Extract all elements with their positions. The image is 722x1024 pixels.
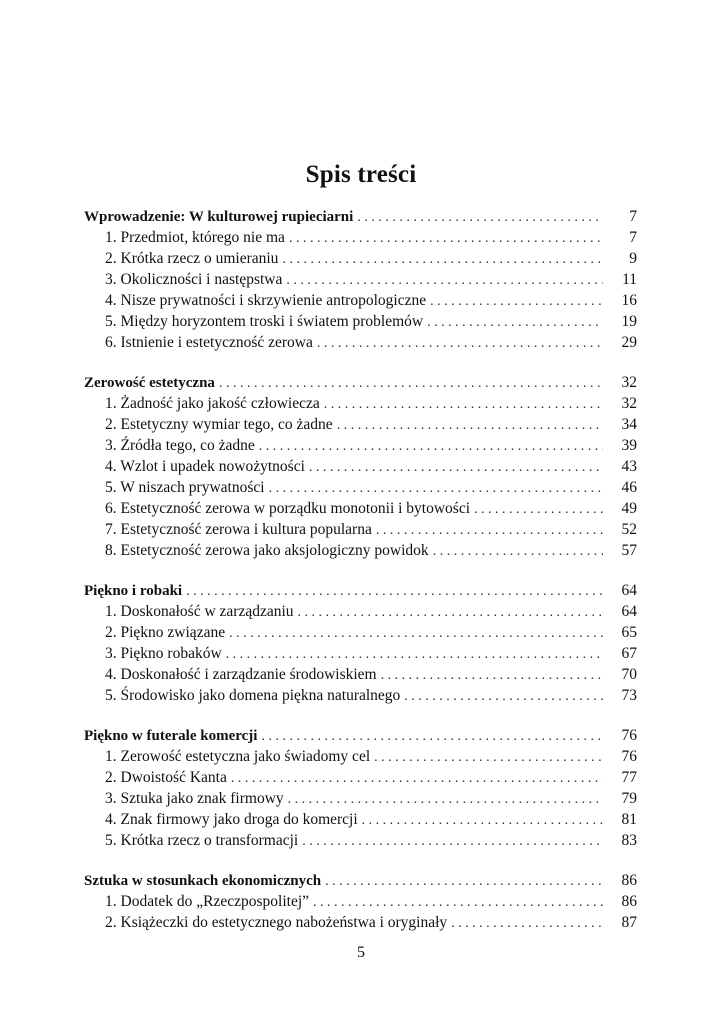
toc-entry-label: 1. Przedmiot, którego nie ma xyxy=(105,229,285,246)
toc-entry-page: 49 xyxy=(621,500,637,517)
dot-leader xyxy=(451,913,603,934)
dot-leader xyxy=(313,892,603,913)
toc-entry xyxy=(84,891,637,912)
toc-section xyxy=(84,372,637,561)
toc-entry xyxy=(84,519,637,540)
toc-entry-page: 64 xyxy=(621,603,637,620)
chapter-heading xyxy=(84,206,637,227)
toc-entry xyxy=(84,622,637,643)
toc-entry xyxy=(84,912,637,933)
toc-entry-page: 7 xyxy=(629,229,637,246)
toc-entry-page: 34 xyxy=(621,416,637,433)
toc-entry xyxy=(84,788,637,809)
dot-leader xyxy=(298,602,603,623)
dot-leader xyxy=(286,270,603,291)
dot-leader xyxy=(226,644,603,665)
toc-entry xyxy=(84,498,637,519)
toc-entry-label: 1. Dodatek do „Rzeczpospolitej” xyxy=(105,893,310,910)
toc-entry-page: 86 xyxy=(621,893,637,910)
dot-leader xyxy=(186,581,603,602)
toc-entry-label: 5. Między horyzontem troski i światem problemów xyxy=(105,313,424,330)
dot-leader xyxy=(325,871,603,892)
toc-entry-label: 2. Książeczki do estetycznego nabożeństwa i oryginały xyxy=(105,914,448,931)
page-title: Spis treści xyxy=(305,160,417,188)
chapter-heading-label: Sztuka w stosunkach ekonomicznych xyxy=(84,873,322,889)
table-of-contents xyxy=(84,206,637,952)
page-number: 5 xyxy=(357,944,365,961)
toc-entry-page: 87 xyxy=(621,914,637,931)
dot-leader xyxy=(427,312,603,333)
chapter-heading-label: Piękno w futerale komercji xyxy=(84,728,258,744)
toc-entry xyxy=(84,601,637,622)
toc-entry xyxy=(84,746,637,767)
dot-leader xyxy=(259,436,603,457)
toc-entry-page: 19 xyxy=(621,313,637,330)
dot-leader xyxy=(376,520,603,541)
toc-entry-page: 52 xyxy=(621,521,637,538)
chapter-heading-page: 32 xyxy=(621,374,637,391)
chapter-heading-label: Piękno i robaki xyxy=(84,583,183,599)
dot-leader xyxy=(261,726,603,747)
dot-leader xyxy=(433,541,603,562)
toc-entry-page: 43 xyxy=(621,458,637,475)
toc-entry xyxy=(84,311,637,332)
toc-entry-page: 70 xyxy=(621,666,637,683)
toc-entry xyxy=(84,227,637,248)
toc-entry xyxy=(84,685,637,706)
toc-entry-label: 5. Środowisko jako domena piękna naturalnego xyxy=(105,687,401,704)
toc-entry-label: 8. Estetyczność zerowa jako aksjologiczny powidok xyxy=(105,542,429,559)
toc-entry-page: 11 xyxy=(622,271,637,288)
toc-section xyxy=(84,206,637,353)
toc-entry-label: 5. W niszach prywatności xyxy=(105,479,265,496)
chapter-heading-page: 76 xyxy=(621,727,637,744)
toc-entry-label: 2. Dwoistość Kanta xyxy=(105,769,227,786)
chapter-heading xyxy=(84,372,637,393)
dot-leader xyxy=(474,499,603,520)
chapter-heading xyxy=(84,870,637,891)
chapter-heading-page: 86 xyxy=(621,872,637,889)
toc-entry-page: 73 xyxy=(621,687,637,704)
dot-leader xyxy=(229,623,603,644)
toc-entry-label: 2. Piękno związane xyxy=(105,624,226,641)
toc-entry xyxy=(84,767,637,788)
dot-leader xyxy=(357,207,603,228)
dot-leader xyxy=(317,333,603,354)
toc-entry xyxy=(84,332,637,353)
toc-entry-label: 4. Wzlot i upadek nowożytności xyxy=(105,458,305,475)
toc-entry-page: 77 xyxy=(621,769,637,786)
toc-entry-page: 79 xyxy=(621,790,637,807)
dot-leader xyxy=(381,665,603,686)
dot-leader xyxy=(362,810,603,831)
dot-leader xyxy=(289,228,603,249)
toc-entry xyxy=(84,393,637,414)
toc-entry-page: 65 xyxy=(621,624,637,641)
dot-leader xyxy=(282,249,603,270)
toc-entry-label: 1. Doskonałość w zarządzaniu xyxy=(105,603,294,620)
toc-entry-label: 3. Sztuka jako znak firmowy xyxy=(105,790,284,807)
toc-entry-page: 83 xyxy=(621,832,637,849)
dot-leader xyxy=(374,747,603,768)
chapter-heading-label: Wprowadzenie: W kulturowej rupieciarni xyxy=(84,209,354,225)
toc-section xyxy=(84,580,637,706)
toc-entry-page: 76 xyxy=(621,748,637,765)
toc-entry-label: 1. Żadność jako jakość człowiecza xyxy=(105,395,320,412)
toc-entry-label: 3. Źródła tego, co żadne xyxy=(105,437,255,454)
dot-leader xyxy=(404,686,603,707)
toc-entry-label: 7. Estetyczność zerowa i kultura popularna xyxy=(105,521,372,538)
toc-entry-label: 4. Doskonałość i zarządzanie środowiskiem xyxy=(105,666,377,683)
toc-entry-page: 67 xyxy=(621,645,637,662)
toc-entry-label: 2. Krótka rzecz o umieraniu xyxy=(105,250,279,267)
chapter-heading xyxy=(84,725,637,746)
dot-leader xyxy=(302,831,603,852)
dot-leader xyxy=(309,457,603,478)
toc-entry-label: 1. Zerowość estetyczna jako świadomy cel xyxy=(105,748,371,765)
toc-entry-label: 3. Piękno robaków xyxy=(105,645,222,662)
dot-leader xyxy=(324,394,603,415)
toc-entry xyxy=(84,269,637,290)
toc-entry-page: 9 xyxy=(629,250,637,267)
toc-entry-page: 81 xyxy=(621,811,637,828)
toc-entry xyxy=(84,643,637,664)
toc-entry-label: 4. Znak firmowy jako droga do komercji xyxy=(105,811,358,828)
toc-entry-label: 3. Okoliczności i następstwa xyxy=(105,271,283,288)
toc-entry-page: 32 xyxy=(621,395,637,412)
toc-entry-label: 6. Estetyczność zerowa w porządku monotonii i bytowości xyxy=(105,500,471,517)
toc-entry xyxy=(84,414,637,435)
toc-entry xyxy=(84,248,637,269)
dot-leader xyxy=(219,373,603,394)
toc-entry xyxy=(84,435,637,456)
toc-entry xyxy=(84,290,637,311)
toc-entry xyxy=(84,809,637,830)
toc-section xyxy=(84,870,637,933)
toc-entry xyxy=(84,456,637,477)
toc-entry-page: 29 xyxy=(621,334,637,351)
dot-leader xyxy=(269,478,603,499)
toc-entry-label: 2. Estetyczny wymiar tego, co żadne xyxy=(105,416,333,433)
chapter-heading-page: 64 xyxy=(621,582,637,599)
dot-leader xyxy=(231,768,603,789)
toc-entry-page: 57 xyxy=(621,542,637,559)
toc-entry xyxy=(84,540,637,561)
toc-entry-label: 5. Krótka rzecz o transformacji xyxy=(105,832,299,849)
toc-entry-page: 16 xyxy=(621,292,637,309)
toc-entry xyxy=(84,477,637,498)
toc-entry xyxy=(84,830,637,851)
chapter-heading-label: Zerowość estetyczna xyxy=(84,375,215,391)
chapter-heading xyxy=(84,580,637,601)
toc-entry-page: 46 xyxy=(621,479,637,496)
dot-leader xyxy=(430,291,603,312)
toc-entry xyxy=(84,664,637,685)
toc-entry-page: 39 xyxy=(621,437,637,454)
toc-entry-label: 6. Istnienie i estetyczność zerowa xyxy=(105,334,313,351)
chapter-heading-page: 7 xyxy=(629,208,637,225)
dot-leader xyxy=(337,415,603,436)
toc-section xyxy=(84,725,637,851)
dot-leader xyxy=(288,789,603,810)
toc-entry-label: 4. Nisze prywatności i skrzywienie antropologiczne xyxy=(105,292,427,309)
